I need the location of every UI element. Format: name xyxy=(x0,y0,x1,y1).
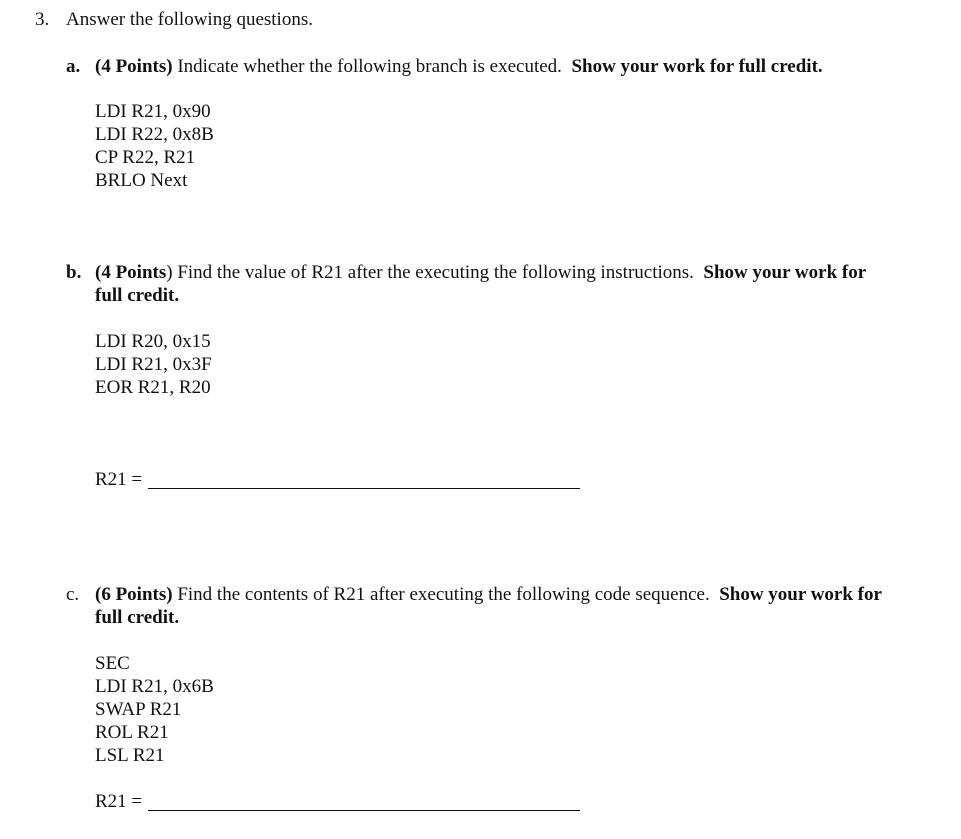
part-a-emphasis: Show your work for full credit. xyxy=(571,56,823,77)
part-b-answer-label: R21 = xyxy=(95,469,143,490)
part-b-prompt-text: Find the value of R21 after the executing the following instructions. xyxy=(172,262,704,283)
part-b-code-line-1: LDI R20, 0x15 xyxy=(95,331,211,352)
part-c-answer-label: R21 = xyxy=(95,791,143,812)
part-a-code-line-3: CP R22, R21 xyxy=(95,147,196,168)
part-b-points: (4 Points xyxy=(95,262,167,283)
part-a-code-line-2: LDI R22, 0x8B xyxy=(95,124,214,145)
part-c-prompt xyxy=(95,584,882,606)
part-c-emphasis-2: full credit. xyxy=(95,607,180,628)
part-b-points-close: ) xyxy=(166,262,173,283)
part-c-code-line-5: LSL R21 xyxy=(95,745,165,766)
part-a-points: (4 Points) xyxy=(95,56,173,77)
part-a-code-line-4: BRLO Next xyxy=(95,170,188,191)
part-b-answer-blank[interactable] xyxy=(148,488,580,489)
part-b-code-line-3: EOR R21, R20 xyxy=(95,377,211,398)
part-b-prompt xyxy=(95,262,866,284)
part-c-code-line-2: LDI R21, 0x6B xyxy=(95,676,214,697)
part-c-prompt-text: Find the contents of R21 after executing the following code sequence. xyxy=(172,584,720,605)
part-b-emphasis-2: full credit. xyxy=(95,285,180,306)
question-title: Answer the following questions. xyxy=(66,9,313,30)
question-number: 3. xyxy=(35,9,50,30)
part-c-points: (6 Points) xyxy=(95,584,173,605)
part-a-code-line-1: LDI R21, 0x90 xyxy=(95,101,211,122)
part-b-letter: b. xyxy=(66,262,82,283)
part-c-code-line-3: SWAP R21 xyxy=(95,699,182,720)
part-a-prompt-text: Indicate whether the following branch is executed. xyxy=(172,56,572,77)
part-c-code-line-4: ROL R21 xyxy=(95,722,169,743)
part-c-answer-blank[interactable] xyxy=(148,810,580,811)
part-a-prompt xyxy=(95,56,823,78)
part-a-letter: a. xyxy=(66,56,81,77)
part-c-code-line-1: SEC xyxy=(95,653,130,674)
part-b-emphasis-1: Show your work for xyxy=(703,262,867,283)
part-b-code-line-2: LDI R21, 0x3F xyxy=(95,354,212,375)
part-c-emphasis-1: Show your work for xyxy=(719,584,882,605)
part-c-letter: c. xyxy=(66,584,80,605)
